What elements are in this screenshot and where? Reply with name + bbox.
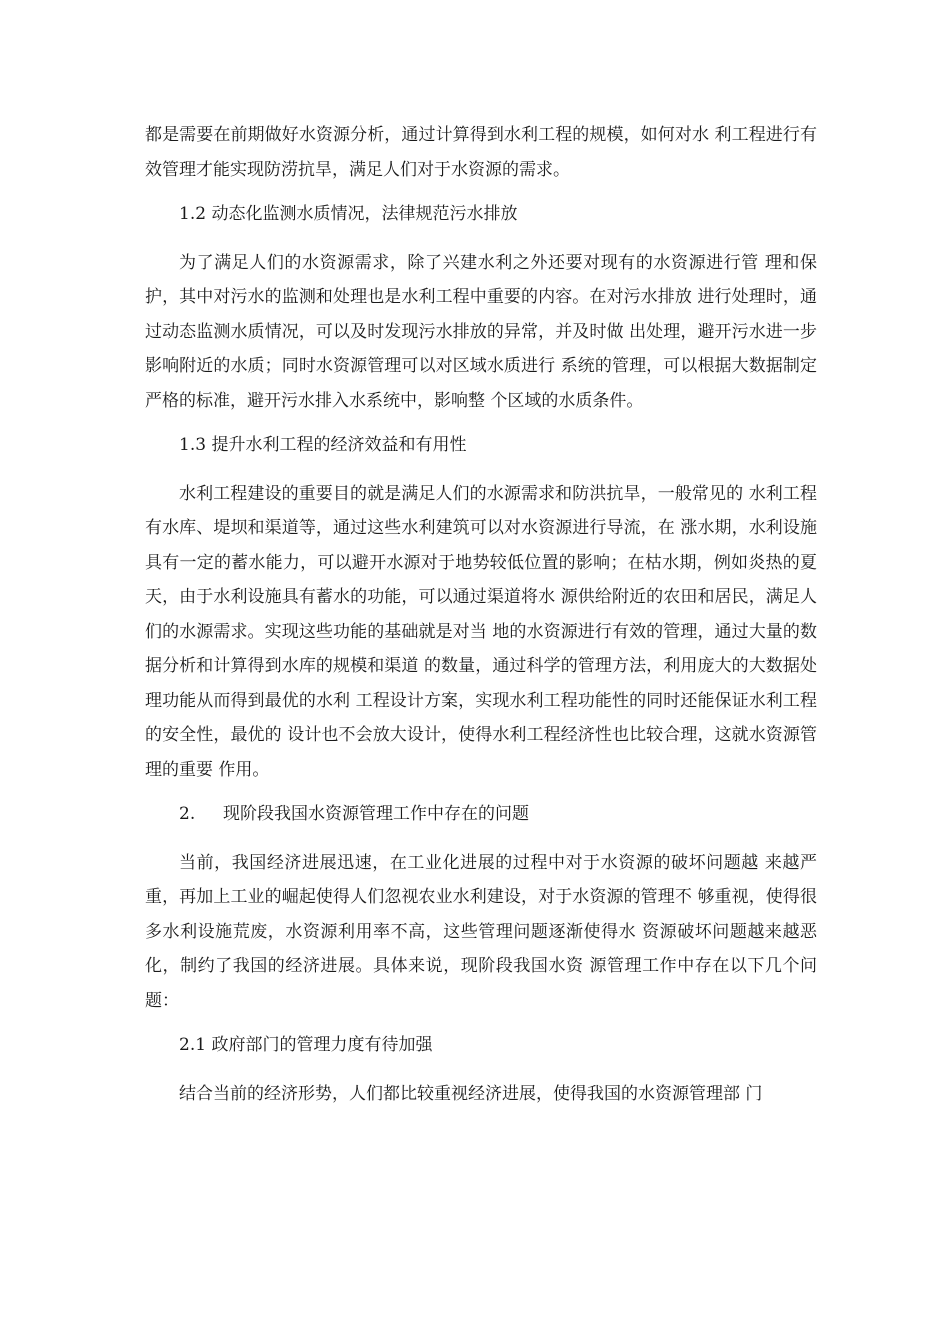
section-heading-2 [145,797,817,832]
paragraph-economic-benefit: 水利工程建设的重要目的就是满足人们的水源需求和防洪抗旱，一般常见的 水利工程有水库、堤坝和渠道等，通过这些水利建筑可以对水资源进行导流，在 涨水期，水利设施具有一定的蓄水能力，可以避开水源对于地势较低位置的影响；在枯水期，例如炎热的夏天，由于水利设施具有蓄水的功能，可以通过渠道将水 源供给附近的农田和居民，满足人们的水源需求。实现这些功能的基础就是对当 地的水资源进行有效的管理，通过大量的数据分析和计算得到水库的规模和渠道 的数量，通过科学的管理方法，利用庞大的大数据处理功能从而得到最优的水利 工程设计方案，实现水利工程功能性的同时还能保证水利工程的安全性，最优的 设计也不会放大设计，使得水利工程经济性也比较合理，这就水资源管理的重要 作用。 [145,483,817,780]
paragraph-continuation: 都是需要在前期做好水资源分析，通过计算得到水利工程的规模，如何对水 利工程进行有效管理才能实现防涝抗旱，满足人们对于水资源的需求。 [145,125,817,180]
section-heading-1-3: 1.3 提升水利工程的经济效益和有用性 [179,435,467,455]
paragraph-government-management: 结合当前的经济形势，人们都比较重视经济进展，使得我国的水资源管理部 门 [179,1083,763,1104]
section-title: 现阶段我国水资源管理工作中存在的问题 [223,804,529,824]
section-number: 2. [179,804,196,824]
paragraph-water-quality: 为了满足人们的水资源需求，除了兴建水利之外还要对现有的水资源进行管 理和保护，其中对污水的监测和处理也是水利工程中重要的内容。在对污水排放 进行处理时，通过动态监测水质情况，可以及时发现污水排放的异常，并及时做 出处理，避开污水进一步影响附近的水质；同时水资源管理可以对区域水质进行 系统的管理，可以根据大数据制定严格的标准，避开污水排入水系统中，影响整 个区域的水质条件。 [145,252,817,411]
document-body [145,118,817,1111]
paragraph-current-problems: 当前，我国经济进展迅速，在工业化进展的过程中对于水资源的破坏问题越 来越严重，再加上工业的崛起使得人们忽视农业水利建设，对于水资源的管理不 够重视，使得很多水利设施荒废，水资源利用率不高，这些管理问题逐渐使得水 资源破坏问题越来越恶化，制约了我国的经济进展。具体来说，现阶段我国水资 源管理工作中存在以下几个问题： [145,852,817,1011]
section-heading-2-1: 2.1 政府部门的管理力度有待加强 [179,1035,433,1055]
section-heading-1-2: 1.2 动态化监测水质情况，法律规范污水排放 [179,204,518,224]
